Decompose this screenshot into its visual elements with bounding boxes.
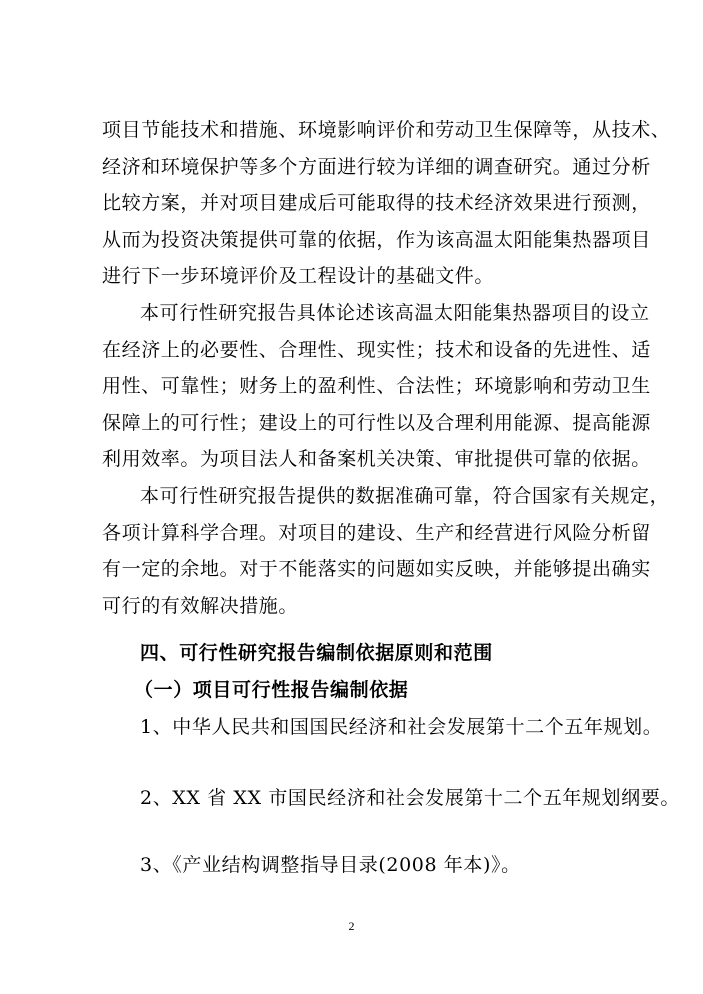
- page-number: 2: [348, 919, 355, 933]
- list-item: 1、中华人民共和国国民经济和社会发展第十二个五年规划。: [140, 716, 663, 738]
- paragraph-line: 各项计算科学合理。对项目的建设、生产和经营进行风险分析留: [102, 522, 651, 544]
- paragraph-line: 有一定的余地。对于不能落实的问题如实反映，并能够提出确实: [102, 558, 651, 580]
- list-item: 2、XX 省 XX 市国民经济和社会发展第十二个五年规划纲要。: [140, 787, 680, 809]
- paragraph-line: 在经济上的必要性、合理性、现实性；技术和设备的先进性、适: [102, 339, 651, 361]
- list-item: 3、《产业结构调整指导目录(2008 年本)》。: [140, 854, 521, 876]
- paragraph-line: 利用效率。为项目法人和备案机关决策、审批提供可靠的依据。: [102, 448, 651, 470]
- paragraph-line: 项目节能技术和措施、环境影响评价和劳动卫生保障等，从技术、: [102, 119, 671, 141]
- paragraph-line: 经济和环境保护等多个方面进行较为详细的调查研究。通过分析: [102, 156, 651, 178]
- subsection-heading: （一）项目可行性报告编制依据: [134, 679, 409, 701]
- paragraph-line: 本可行性研究报告具体论述该高温太阳能集热器项目的设立: [140, 302, 650, 324]
- paragraph-line: 可行的有效解决措施。: [102, 595, 299, 617]
- paragraph-line: 比较方案，并对项目建成后可能取得的技术经济效果进行预测，: [102, 192, 651, 214]
- paragraph-line: 从而为投资决策提供可靠的依据，作为该高温太阳能集热器项目: [102, 229, 651, 251]
- paragraph-line: 保障上的可行性；建设上的可行性以及合理利用能源、提高能源: [102, 412, 651, 434]
- paragraph-line: 用性、可靠性；财务上的盈利性、合法性；环境影响和劳动卫生: [102, 375, 651, 397]
- paragraph-line: 本可行性研究报告提供的数据准确可靠，符合国家有关规定，: [140, 485, 670, 507]
- paragraph-line: 进行下一步环境评价及工程设计的基础文件。: [102, 265, 495, 287]
- section-heading: 四、可行性研究报告编制依据原则和范围: [140, 642, 493, 664]
